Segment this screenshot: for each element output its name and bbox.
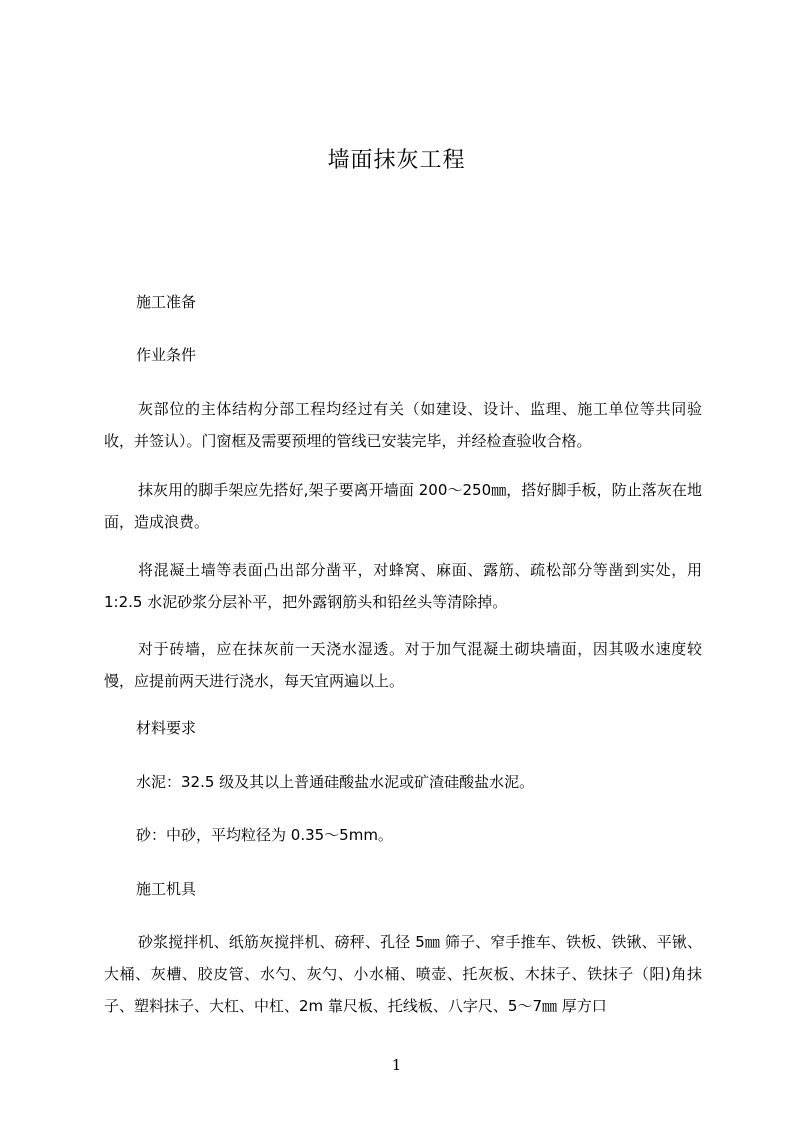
heading-work-conditions: 作业条件 — [136, 346, 197, 364]
paragraph-sand: 砂：中砂，平均粒径为 0.35～5mm。 — [136, 826, 393, 844]
paragraph-scaffolding: 抹灰用的脚手架应先搭好,架子要离开墙面 200～250㎜，搭好脚手板，防止落灰在地面，造成浪费。 — [104, 481, 702, 531]
paragraph-concrete-surface: 将混凝土墙等表面凸出部分凿平，对蜂窝、麻面、露筋、疏松部分等凿到实处，用 1:2.5 水泥砂浆分层补平，把外露钢筋头和铅丝头等清除掉。 — [104, 561, 702, 611]
document-title: 墙面抹灰工程 — [327, 148, 466, 173]
paragraph-tools-list: 砂浆搅拌机、纸筋灰搅拌机、磅秤、孔径 5㎜ 筛子、窄手推车、铁板、铁锹、平锹、大桶、灰槽、胶皮管、水勺、灰勺、小水桶、喷壶、托灰板、木抹子、铁抹子（阳)角抹子、塑料抹子、大杠、中杠、2m 靠尺板、托线板、八字尺、5～7㎜ 厚方口 — [104, 933, 702, 1015]
paragraph-wall-wetting: 对于砖墙，应在抹灰前一天浇水湿透。对于加气混凝土砌块墙面，因其吸水速度较慢，应提前两天进行浇水，每天宜两遍以上。 — [104, 640, 702, 690]
page-number: 1 — [391, 1056, 402, 1074]
heading-construction-prep: 施工准备 — [136, 293, 197, 311]
paragraph-structure-acceptance: 灰部位的主体结构分部工程均经过有关（如建设、设计、监理、施工单位等共同验收，并签认）。门窗框及需要预埋的管线已安装完毕，并经检查验收合格。 — [104, 400, 702, 450]
heading-material-requirements: 材料要求 — [136, 719, 197, 737]
heading-construction-tools: 施工机具 — [136, 880, 197, 898]
paragraph-cement: 水泥：32.5 级及其以上普通硅酸盐水泥或矿渣硅酸盐水泥。 — [136, 773, 535, 791]
